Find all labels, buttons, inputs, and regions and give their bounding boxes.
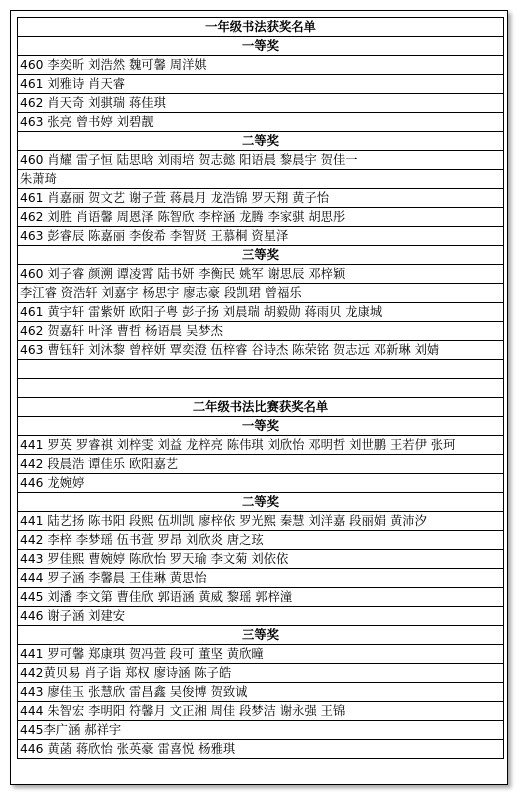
spreadsheet-frame bbox=[10, 10, 508, 785]
name-list-cell[interactable]: 460 李奕昕 刘浩然 魏可馨 周洋娸 bbox=[18, 56, 504, 75]
table-row bbox=[18, 474, 504, 493]
table-row bbox=[18, 18, 504, 37]
award-level-header[interactable]: 三等奖 bbox=[18, 246, 504, 265]
table-row bbox=[18, 531, 504, 550]
name-list-cell[interactable]: 441 罗可馨 郑康琪 贺冯萱 段可 董坚 黄欣曈 bbox=[18, 645, 504, 664]
table-row bbox=[18, 341, 504, 360]
name-list-cell[interactable]: 442黄贝易 肖子诣 郑权 廖诗涵 陈子皓 bbox=[18, 664, 504, 683]
name-list-cell[interactable]: 442 李梓 李梦瑶 伍书萱 罗昂 刘欣炎 唐之玹 bbox=[18, 531, 504, 550]
table-row bbox=[18, 208, 504, 227]
table-row bbox=[18, 170, 504, 189]
table-row bbox=[18, 702, 504, 721]
name-list-cell[interactable]: 463 彭睿辰 陈嘉丽 李俊希 李智贤 王慕桐 资星泽 bbox=[18, 227, 504, 246]
table-row bbox=[18, 189, 504, 208]
award-level-header[interactable]: 二等奖 bbox=[18, 132, 504, 151]
name-list-cell[interactable]: 460 肖耀 雷子恒 陆思晗 刘雨培 贺志懿 阳语晨 黎晨宇 贺佳一 bbox=[18, 151, 504, 170]
table-row bbox=[18, 588, 504, 607]
table-row bbox=[18, 75, 504, 94]
name-list-cell[interactable]: 446 谢子涵 刘建安 bbox=[18, 607, 504, 626]
name-list-cell[interactable]: 441 罗英 罗睿祺 刘梓雯 刘益 龙梓亮 陈伟琪 刘欣怡 邓明哲 刘世鹏 王若伊 张珂 bbox=[18, 436, 504, 455]
table-row bbox=[18, 94, 504, 113]
table-row bbox=[18, 246, 504, 265]
empty-cell[interactable] bbox=[18, 360, 504, 379]
table-row bbox=[18, 37, 504, 56]
table-row bbox=[18, 550, 504, 569]
table-row bbox=[18, 607, 504, 626]
table-row bbox=[18, 721, 504, 740]
table-row bbox=[18, 493, 504, 512]
name-list-cell[interactable]: 李江睿 资浩轩 刘嘉宇 杨思宇 廖志豪 段凯珺 曾福乐 bbox=[18, 284, 504, 303]
name-list-cell[interactable]: 444 罗子涵 李馨晨 王佳琳 黄思怡 bbox=[18, 569, 504, 588]
table-row bbox=[18, 113, 504, 132]
name-list-cell[interactable]: 443 廖佳玉 张慧欣 雷昌鑫 吴俊博 贺致诚 bbox=[18, 683, 504, 702]
table-row bbox=[18, 455, 504, 474]
award-list-body bbox=[18, 18, 504, 759]
section-title[interactable]: 一年级书法获奖名单 bbox=[18, 18, 504, 37]
name-list-cell[interactable]: 朱萧琦 bbox=[18, 170, 504, 189]
name-list-cell[interactable]: 462 肖天奇 刘骐瑞 蒋佳琪 bbox=[18, 94, 504, 113]
table-row bbox=[18, 151, 504, 170]
award-level-header[interactable]: 一等奖 bbox=[18, 37, 504, 56]
name-list-cell[interactable]: 461 黄宇轩 雷紫妍 欧阳子粤 彭子扬 刘晨瑞 胡毅勋 蒋雨贝 龙康城 bbox=[18, 303, 504, 322]
table-row bbox=[18, 664, 504, 683]
table-row bbox=[18, 512, 504, 531]
table-row bbox=[18, 569, 504, 588]
table-row bbox=[18, 683, 504, 702]
empty-cell[interactable] bbox=[18, 379, 504, 398]
award-level-header[interactable]: 一等奖 bbox=[18, 417, 504, 436]
name-list-cell[interactable]: 463 曹钰轩 刘沐黎 曾梓妍 覃奕澄 伍梓睿 谷诗杰 陈荣铭 贺志远 邓新琳 刘婧 bbox=[18, 341, 504, 360]
name-list-cell[interactable]: 446 黄菡 蒋欣怡 张英豪 雷喜悦 杨雅琪 bbox=[18, 740, 504, 759]
award-level-header[interactable]: 二等奖 bbox=[18, 493, 504, 512]
table-row bbox=[18, 379, 504, 398]
table-row bbox=[18, 227, 504, 246]
table-row bbox=[18, 436, 504, 455]
table-row bbox=[18, 322, 504, 341]
table-row bbox=[18, 626, 504, 645]
name-list-cell[interactable]: 461 肖嘉丽 贺文艺 谢子萱 蒋晨月 龙浩锦 罗天翔 黄子怡 bbox=[18, 189, 504, 208]
award-list-table bbox=[17, 17, 504, 759]
name-list-cell[interactable]: 462 刘胜 肖语馨 周恩泽 陈智欣 李梓涵 龙腾 李家骐 胡思彤 bbox=[18, 208, 504, 227]
name-list-cell[interactable]: 463 张亮 曾书婷 刘碧靓 bbox=[18, 113, 504, 132]
name-list-cell[interactable]: 444 朱智宏 李明阳 符馨月 文正湘 周佳 段梦洁 谢永强 王锦 bbox=[18, 702, 504, 721]
table-row bbox=[18, 360, 504, 379]
section-title[interactable]: 二年级书法比赛获奖名单 bbox=[18, 398, 504, 417]
name-list-cell[interactable]: 446 龙婉婷 bbox=[18, 474, 504, 493]
name-list-cell[interactable]: 441 陆艺扬 陈书阳 段熙 伍圳凯 廖梓依 罗光熙 秦慧 刘洋嘉 段丽娟 黄沛汐 bbox=[18, 512, 504, 531]
table-row bbox=[18, 56, 504, 75]
name-list-cell[interactable]: 460 刘子睿 颜溯 谭凌霄 陆书妍 李衡民 姚军 谢思辰 邓梓颖 bbox=[18, 265, 504, 284]
table-row bbox=[18, 265, 504, 284]
name-list-cell[interactable]: 443 罗佳熙 曹婉婷 陈欣怡 罗天瑜 李文菊 刘依依 bbox=[18, 550, 504, 569]
name-list-cell[interactable]: 445李广涵 郝祥宇 bbox=[18, 721, 504, 740]
table-row bbox=[18, 740, 504, 759]
table-row bbox=[18, 132, 504, 151]
table-row bbox=[18, 284, 504, 303]
name-list-cell[interactable]: 442 段晨浩 谭佳乐 欧阳嘉艺 bbox=[18, 455, 504, 474]
table-row bbox=[18, 645, 504, 664]
table-row bbox=[18, 398, 504, 417]
table-row bbox=[18, 303, 504, 322]
name-list-cell[interactable]: 461 刘雅诗 肖天睿 bbox=[18, 75, 504, 94]
name-list-cell[interactable]: 445 刘潘 李文第 曹佳欣 郭语涵 黄威 黎瑶 郭梓潼 bbox=[18, 588, 504, 607]
table-row bbox=[18, 417, 504, 436]
name-list-cell[interactable]: 462 贺嘉轩 叶泽 曹哲 杨语晨 吴梦杰 bbox=[18, 322, 504, 341]
award-level-header[interactable]: 三等奖 bbox=[18, 626, 504, 645]
